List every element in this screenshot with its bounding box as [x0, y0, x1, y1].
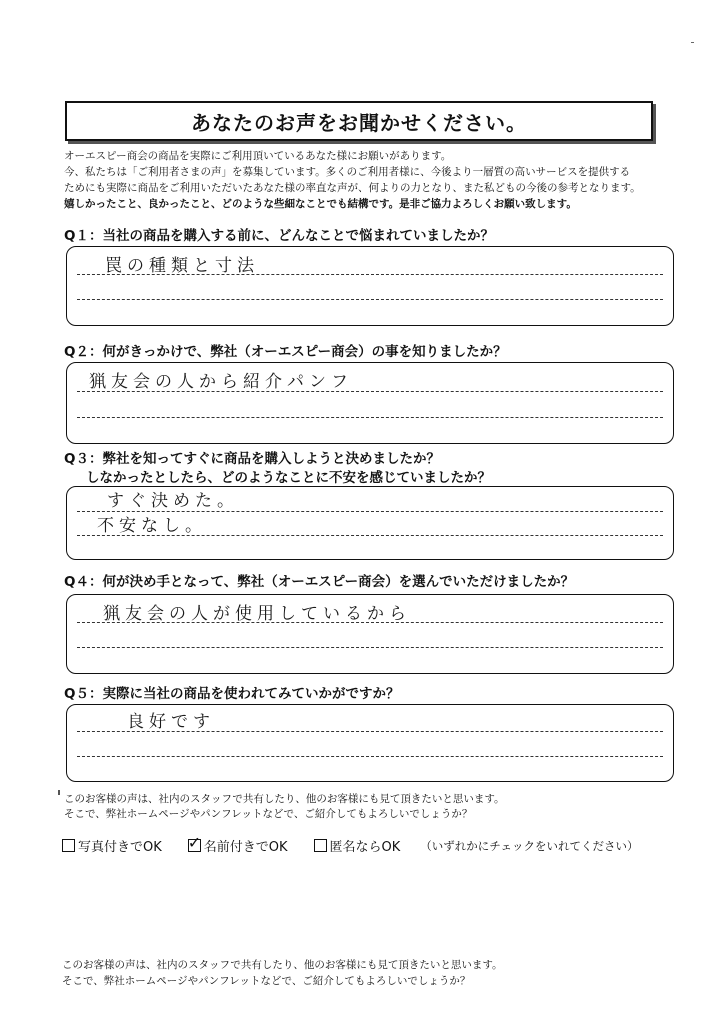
- answer-box-5[interactable]: [66, 704, 674, 782]
- answer-box-2[interactable]: [66, 362, 674, 444]
- answer-line: [77, 299, 663, 300]
- answer-box-4[interactable]: [66, 594, 674, 674]
- answer-box-3[interactable]: [66, 486, 674, 560]
- footer-line: このお客様の声は、社内のスタッフで共有したり、他のお客様にも見て頂きたいと思います。: [62, 959, 503, 971]
- question-3-sublabel: しなかったとしたら、どのようなことに不安を感じていましたか？: [86, 470, 491, 486]
- scan-mark: [691, 42, 694, 43]
- footer-note: [62, 957, 502, 989]
- question-2-label: Q２：何がきっかけで、弊社（オーエスピー商会）の事を知りましたか？: [64, 344, 507, 360]
- scan-mark: [58, 790, 60, 795]
- checkbox-name[interactable]: [187, 833, 202, 852]
- answer-5-text: 良好です: [127, 712, 215, 732]
- consent-note: （いずれかにチェックをいれてください）: [420, 838, 639, 853]
- page-title-text: あなたのお声をお聞かせください。: [191, 110, 527, 135]
- footer-line: そこで、弊社ホームページやパンフレットなどで、ご紹介してもよろしいでしょうか？: [62, 975, 471, 987]
- answer-line: [77, 647, 663, 648]
- checkbox-photo[interactable]: [62, 839, 75, 852]
- consent-photo-label: 写真付きでOK: [78, 840, 162, 855]
- consent-anonymous-label: 匿名ならOK: [329, 840, 401, 855]
- answer-line: [77, 417, 663, 418]
- intro-line: ためにも実際に商品をご利用いただいたあなた様の率直な声が、何よりの力となり、また私どもの今後の参考となります。: [64, 182, 641, 194]
- question-5-label: Q５：実際に当社の商品を使われてみていかがですか？: [64, 686, 400, 702]
- share-line: そこで、弊社ホームページやパンフレットなどで、ご紹介してもよろしいでしょうか？: [64, 808, 473, 820]
- question-4-label: Q４：何が決め手となって、弊社（オーエスピー商会）を選んでいただけましたか？: [64, 574, 575, 590]
- intro-line: 今、私たちは「ご利用者さまの声」を募集しています。多くのご利用者様に、今後より一層質の高いサービスを提供する: [64, 166, 631, 178]
- consent-name[interactable]: [187, 833, 288, 855]
- share-note: [64, 792, 504, 822]
- answer-line: [77, 756, 663, 757]
- intro-line: オーエスピー商会の商品を実際にご利用頂いているあなた様にお願いがあります。: [64, 150, 452, 162]
- question-1-label: Q１：当社の商品を購入する前に、どんなことで悩まれていましたか？: [64, 228, 494, 244]
- check-mark-icon: ✓: [187, 833, 202, 852]
- consent-photo[interactable]: [62, 836, 162, 855]
- page-title: [65, 101, 653, 141]
- intro-text: [64, 148, 684, 212]
- consent-options: [62, 833, 639, 855]
- question-3-label: Q３：弊社を知ってすぐに商品を購入しようと決めましたか？: [64, 451, 440, 467]
- answer-3-text-line2: 不安なし。: [97, 516, 207, 536]
- intro-line: 嬉しかったこと、良かったこと、どのような些細なことでも結構です。是非ご協力よろしくお願い致します。: [64, 198, 577, 210]
- checkbox-anonymous[interactable]: [314, 839, 327, 852]
- consent-name-label: 名前付きでOK: [203, 840, 288, 855]
- share-line: このお客様の声は、社内のスタッフで共有したり、他のお客様にも見て頂きたいと思います。: [64, 793, 505, 805]
- answer-1-text: 罠の種類と寸法: [105, 256, 259, 276]
- answer-3-text-line1: すぐ決めた。: [107, 491, 239, 511]
- answer-4-text: 猟友会の人が使用しているから: [103, 604, 411, 624]
- consent-anonymous[interactable]: [314, 836, 401, 855]
- answer-box-1[interactable]: [66, 246, 674, 326]
- answer-2-text: 猟友会の人から紹介パンフ: [89, 372, 353, 392]
